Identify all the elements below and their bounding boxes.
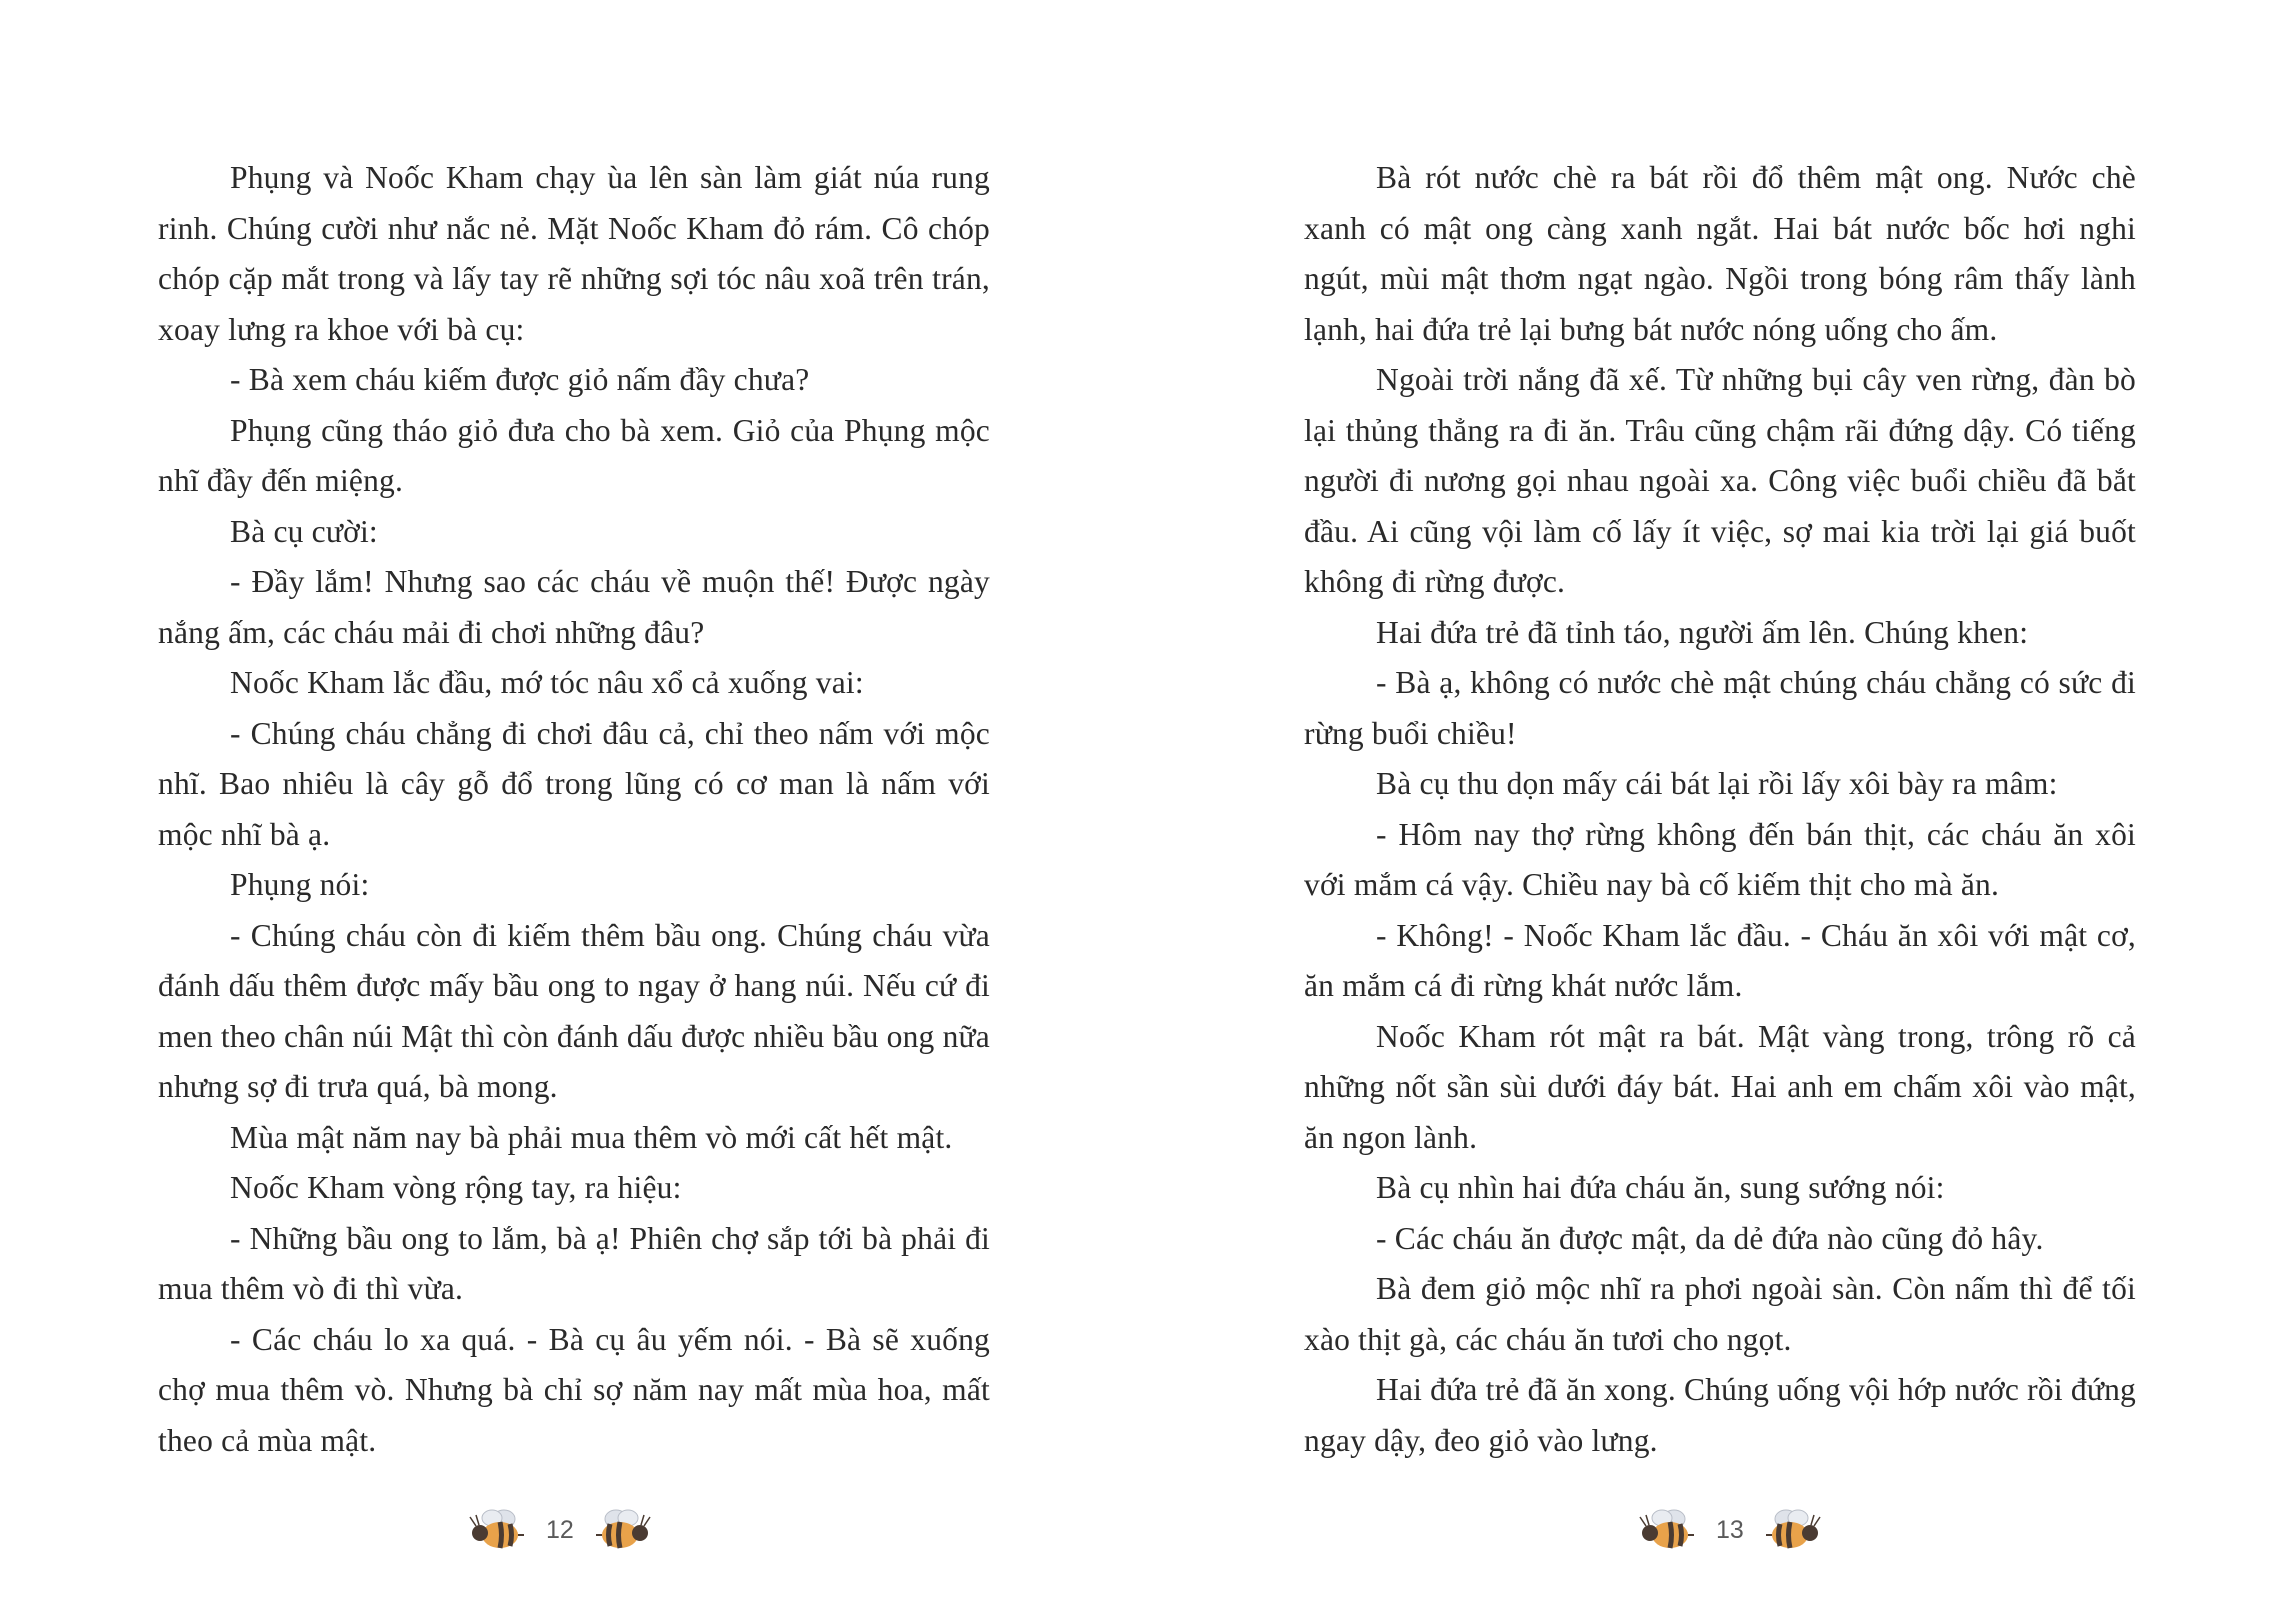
paragraph: Hai đứa trẻ đã tỉnh táo, người ấm lên. Chúng khen:: [1376, 614, 2029, 650]
paragraph: Hai đứa trẻ đã ăn xong. Chúng uống vội hớp nước rồi đứng ngay dậy, đeo giỏ vào lưng.: [1304, 1372, 2136, 1458]
right-page: [1142, 0, 2284, 1615]
paragraph: Bà đem giỏ mộc nhĩ ra phơi ngoài sàn. Còn nấm thì để tối xào thịt gà, các cháu ăn tươi cho ngọt.: [1304, 1271, 2136, 1357]
bee-icon: [592, 1505, 654, 1555]
bee-icon: [466, 1505, 528, 1555]
paragraph: - Đầy lắm! Nhưng sao các cháu về muộn thế! Được ngày nắng ấm, các cháu mải đi chơi những đâu?: [158, 564, 990, 650]
paragraph: Ngoài trời nắng đã xế. Từ những bụi cây ven rừng, đàn bò lại thủng thẳng ra đi ăn. Trâu cũng chậm rãi đứng dậy. Có tiếng người đi nương gọi nhau ngoài xa. Công việc buổi chiều đã bắt đầu. Ai cũng vội làm cố lấy ít việc, sợ mai kia trời lại giá buốt không đi rừng được.: [1304, 362, 2136, 599]
paragraph: Bà rót nước chè ra bát rồi đổ thêm mật ong. Nước chè xanh có mật ong càng xanh ngắt. Hai bát nước bốc hơi nghi ngút, mùi mật thơm ngạt ngào. Ngồi trong bóng râm thấy lành lạnh, hai đứa trẻ lại bưng bát nước nóng uống cho ấm.: [1304, 160, 2136, 347]
bee-icon: [1762, 1505, 1824, 1555]
paragraph: Phụng nói:: [230, 867, 370, 902]
bee-icon: [1636, 1505, 1698, 1555]
paragraph: Noốc Kham lắc đầu, mớ tóc nâu xổ cả xuống vai:: [230, 665, 864, 700]
paragraph: Mùa mật năm nay bà phải mua thêm vò mới cất hết mật.: [230, 1119, 953, 1155]
paragraph: Bà cụ cười:: [230, 513, 378, 549]
paragraph: Noốc Kham vòng rộng tay, ra hiệu:: [230, 1170, 682, 1205]
paragraph: - Hôm nay thợ rừng không đến bán thịt, các cháu ăn xôi với mắm cá vậy. Chiều nay bà cố kiếm thịt cho mà ăn.: [1304, 816, 2136, 902]
paragraph: Bà cụ thu dọn mấy cái bát lại rồi lấy xôi bày ra mâm:: [1376, 766, 2058, 801]
page-text: [1304, 153, 2136, 1466]
paragraph: Phụng và Noốc Kham chạy ùa lên sàn làm giát núa rung rinh. Chúng cười như nắc nẻ. Mặt Noốc Kham đỏ rám. Cô chóp chóp cặp mắt trong và lấy tay rẽ những sợi tóc nâu xoã trên trán, xoay lưng ra khoe với bà cụ:: [158, 160, 990, 347]
paragraph: - Không! - Noốc Kham lắc đầu. - Cháu ăn xôi với mật cơ, ăn mắm cá đi rừng khát nước lắm.: [1304, 917, 2136, 1003]
page-number: 12: [546, 1516, 574, 1544]
paragraph: - Các cháu lo xa quá. - Bà cụ âu yếm nói. - Bà sẽ xuống chợ mua thêm vò. Nhưng bà chỉ sợ năm nay mất mùa hoa, mất theo cả mùa mật.: [158, 1321, 990, 1458]
page-text: [158, 153, 990, 1466]
paragraph: - Các cháu ăn được mật, da dẻ đứa nào cũng đỏ hây.: [1376, 1220, 2044, 1256]
page-footer: [1636, 1500, 1824, 1560]
page-number: 13: [1716, 1516, 1744, 1544]
paragraph: - Bà ạ, không có nước chè mật chúng cháu chẳng có sức đi rừng buổi chiều!: [1304, 665, 2136, 751]
paragraph: - Bà xem cháu kiếm được giỏ nấm đầy chưa?: [230, 362, 810, 397]
paragraph: - Những bầu ong to lắm, bà ạ! Phiên chợ sắp tới bà phải đi mua thêm vò đi thì vừa.: [158, 1220, 990, 1306]
paragraph: Phụng cũng tháo giỏ đưa cho bà xem. Giỏ của Phụng mộc nhĩ đầy đến miệng.: [158, 412, 990, 498]
paragraph: Bà cụ nhìn hai đứa cháu ăn, sung sướng nói:: [1376, 1170, 1945, 1205]
paragraph: - Chúng cháu chẳng đi chơi đâu cả, chỉ theo nấm với mộc nhĩ. Bao nhiêu là cây gỗ đổ trong lũng có cơ man là nấm với mộc nhĩ bà ạ.: [158, 715, 990, 852]
paragraph: - Chúng cháu còn đi kiếm thêm bầu ong. Chúng cháu vừa đánh dấu thêm được mấy bầu ong to ngay ở hang núi. Nếu cứ đi men theo chân núi Mật thì còn đánh dấu được nhiều bầu ong nữa nhưng sợ đi trưa quá, bà mong.: [158, 917, 990, 1104]
page-footer: [466, 1500, 654, 1560]
paragraph: Noốc Kham rót mật ra bát. Mật vàng trong, trông rõ cả những nốt sần sùi dưới đáy bát. Hai anh em chấm xôi vào mật, ăn ngon lành.: [1304, 1018, 2136, 1155]
